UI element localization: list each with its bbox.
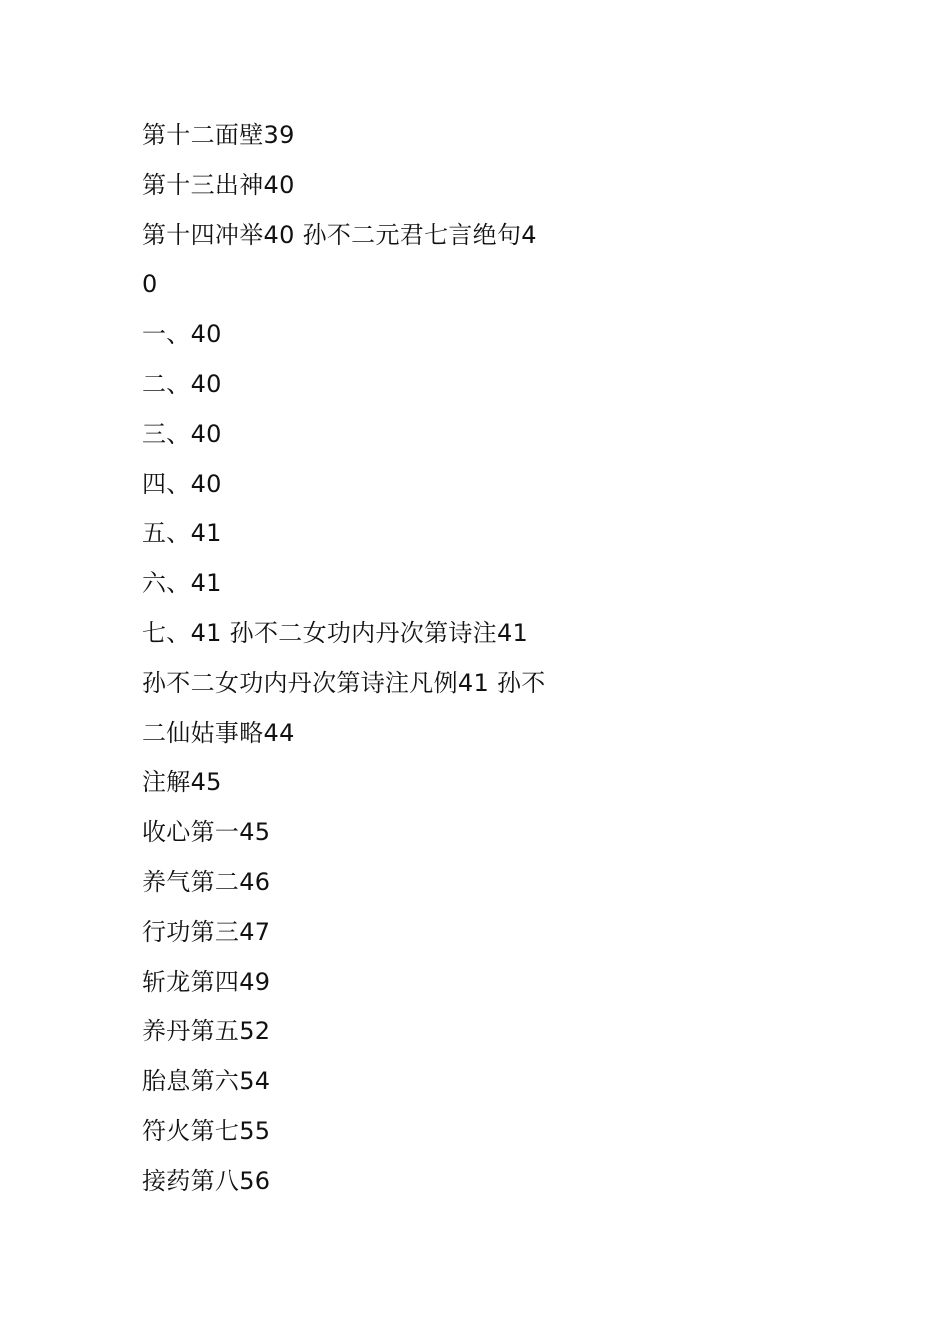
toc-line: 接药第八56 <box>142 1166 271 1195</box>
toc-line: 养丹第五52 <box>142 1017 271 1046</box>
toc-line: 第十三出神40 <box>142 170 295 199</box>
toc-line: 第十二面壁39 <box>142 121 295 149</box>
toc-line: 六、41 <box>142 569 222 598</box>
toc-line: 胎息第六54 <box>142 1067 271 1096</box>
toc-line: 收心第一45 <box>142 818 271 847</box>
toc-line: 二、40 <box>142 369 222 398</box>
toc-line: 注解45 <box>142 768 222 797</box>
toc-line: 三、40 <box>142 419 222 448</box>
toc-line: 五、41 <box>142 519 222 548</box>
toc-line: 二仙姑事略44 <box>142 718 295 747</box>
toc-line: 孙不二女功内丹次第诗注凡例41 孙不 <box>142 668 546 697</box>
toc-line: 斩龙第四49 <box>142 967 271 996</box>
toc-line: 0 <box>142 270 158 299</box>
toc-line: 养气第二46 <box>142 867 271 896</box>
toc-line: 一、40 <box>142 320 222 349</box>
toc-line: 行功第三47 <box>142 917 271 946</box>
toc-line: 第十四冲举40 孙不二元君七言绝句4 <box>142 220 537 249</box>
toc-line: 四、40 <box>142 469 222 498</box>
toc-line: 符火第七55 <box>142 1116 271 1145</box>
toc-line: 七、41 孙不二女功内丹次第诗注41 <box>142 618 529 647</box>
table-of-contents <box>142 112 582 1208</box>
